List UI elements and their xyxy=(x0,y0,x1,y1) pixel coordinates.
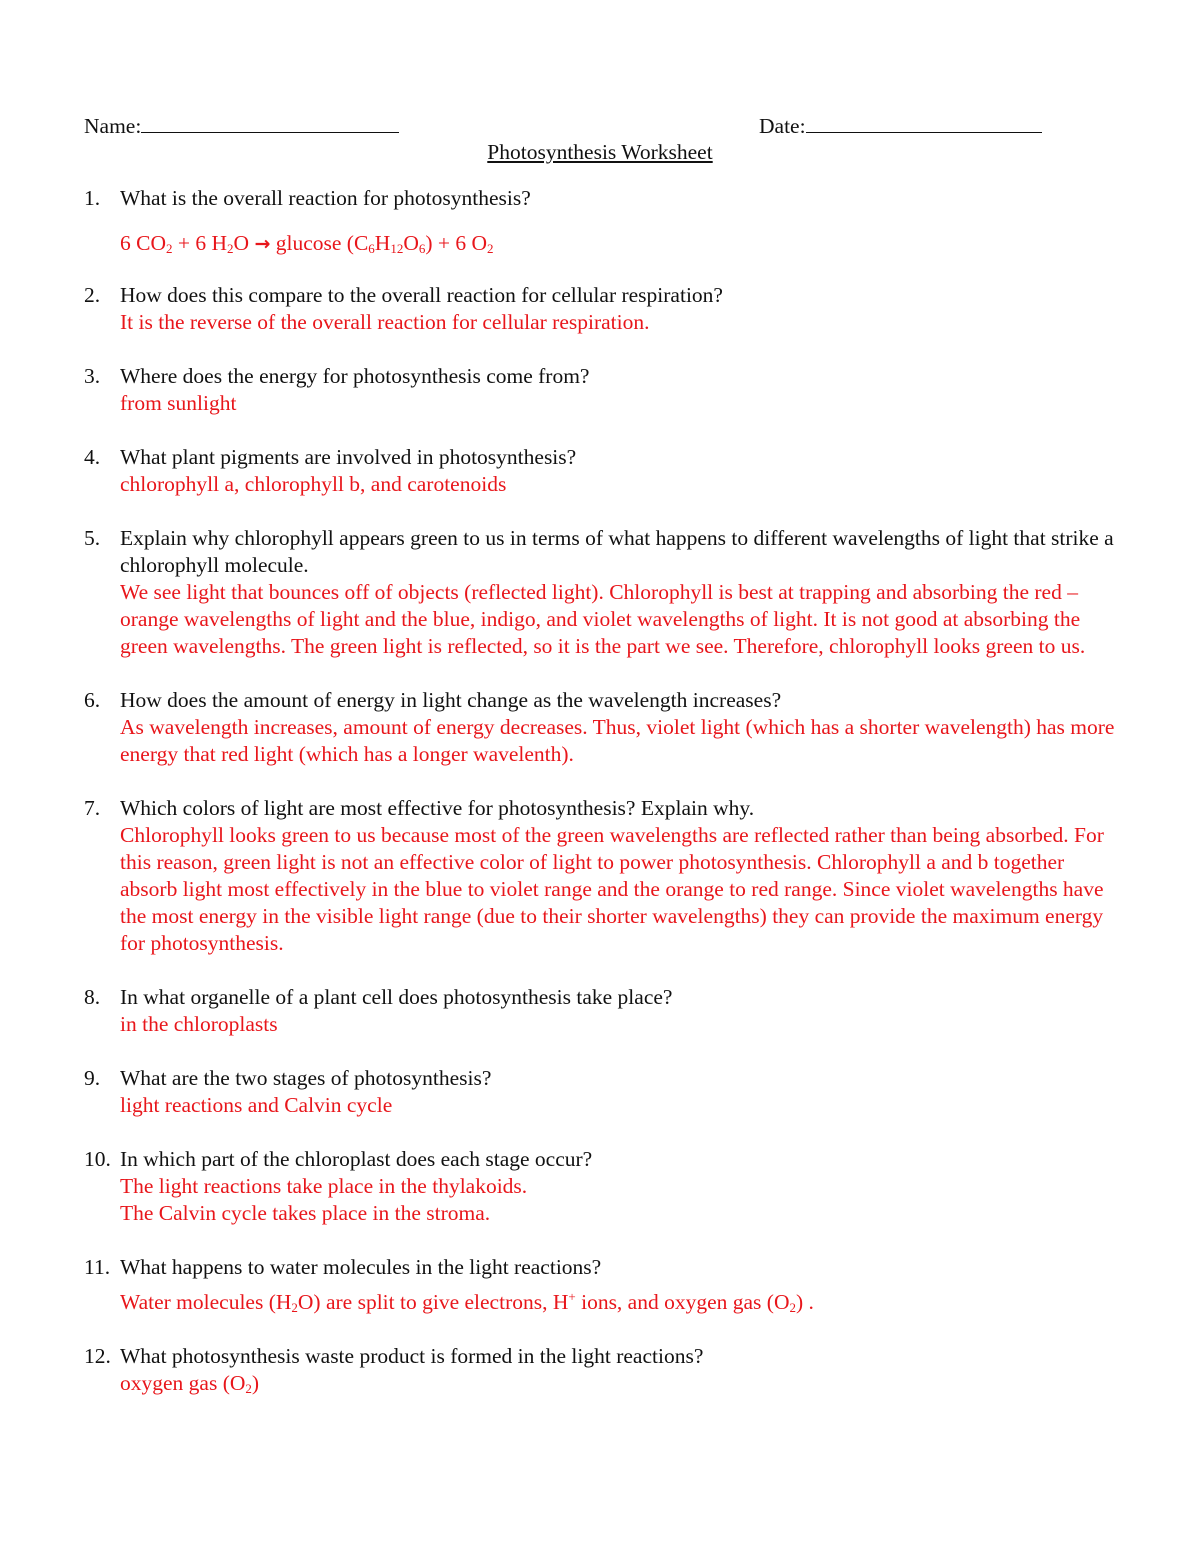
question-item-9 xyxy=(84,1065,1124,1119)
name-label: Name: xyxy=(84,114,142,138)
question-number: 7. xyxy=(84,796,101,820)
answer-text: We see light that bounces off of objects (reflected light). Chlorophyll is best at trapping and absorbing the red – orange wavelengths of light and the blue, indigo, and violet wavelengths of light. It is not good at absorbing the green wavelengths. The green light is reflected, so it is the part we see. Therefore, chlorophyll looks green to us. xyxy=(120,580,1086,658)
question-text: How does this compare to the overall reaction for cellular respiration? xyxy=(120,283,723,307)
question-text: How does the amount of energy in light change as the wavelength increases? xyxy=(120,688,782,712)
question-item-6 xyxy=(84,687,1124,768)
question-item-7 xyxy=(84,795,1124,957)
question-text: In what organelle of a plant cell does photosynthesis take place? xyxy=(120,985,673,1009)
arrow-icon: → xyxy=(254,233,271,255)
question-text: What are the two stages of photosynthesis? xyxy=(120,1066,492,1090)
answer-text: from sunlight xyxy=(120,391,237,415)
question-number: 4. xyxy=(84,445,101,469)
question-text: What plant pigments are involved in photosynthesis? xyxy=(120,445,577,469)
question-item-12 xyxy=(84,1343,1124,1397)
question-text: Explain why chlorophyll appears green to us in terms of what happens to different wavelengths of light that strike a chlorophyll molecule. xyxy=(120,526,1114,577)
question-number: 9. xyxy=(84,1066,101,1090)
question-number: 5. xyxy=(84,526,101,550)
question-number: 1. xyxy=(84,186,101,210)
question-item-8 xyxy=(84,984,1124,1038)
question-text: What photosynthesis waste product is formed in the light reactions? xyxy=(120,1344,704,1368)
question-item-1 xyxy=(84,185,1124,258)
question-item-3 xyxy=(84,363,1124,417)
question-text: Where does the energy for photosynthesis come from? xyxy=(120,364,590,388)
answer-text: in the chloroplasts xyxy=(120,1012,278,1036)
answer-text: Chlorophyll looks green to us because most of the green wavelengths are reflected rather than being absorbed. For this reason, green light is not an effective color of light to power photosynthesis. Chlorophyll a and b together absorb light most effectively in the blue to violet range and the orange to red range. Since violet wavelengths have the most energy in the visible light range (due to their shorter wavelengths) they can provide the maximum energy for photosynthesis. xyxy=(120,823,1104,955)
question-text: What is the overall reaction for photosynthesis? xyxy=(120,186,531,210)
question-number: 3. xyxy=(84,364,101,388)
question-number: 11. xyxy=(84,1255,111,1279)
date-field xyxy=(759,112,1042,140)
answer-text: light reactions and Calvin cycle xyxy=(120,1093,393,1117)
answer-text-line-1: The light reactions take place in the thylakoids. xyxy=(120,1174,528,1198)
name-field xyxy=(84,112,399,140)
answer-text-line-2: The Calvin cycle takes place in the stroma. xyxy=(120,1201,491,1225)
worksheet-title: Photosynthesis Worksheet xyxy=(487,140,713,164)
date-label: Date: xyxy=(759,114,806,138)
answer-text: Water molecules $(H_2O)$ are split to give electrons, H+ ions, and oxygen gas $(O_2)$ . xyxy=(120,1289,814,1315)
question-number: 8. xyxy=(84,985,101,1009)
question-list xyxy=(84,185,1124,1397)
question-item-5 xyxy=(84,525,1124,660)
question-item-10 xyxy=(84,1146,1124,1227)
answer-text: oxygen gas $(O_2)$ xyxy=(120,1371,260,1396)
answer-text: As wavelength increases, amount of energy decreases. Thus, violet light (which has a shorter wavelength) has more energy that red light (which has a longer wavelenth). xyxy=(120,715,1115,766)
question-item-4 xyxy=(84,444,1124,498)
date-blank-line[interactable] xyxy=(806,112,1042,133)
answer-equation: 6 $CO_2 + 6$ $H_2O \to glucose$ $(C_6H_{12}O_6) + 6$ $O_2$ xyxy=(120,231,494,256)
question-item-2 xyxy=(84,282,1124,336)
question-number: 6. xyxy=(84,688,101,712)
answer-text: It is the reverse of the overall reaction for cellular respiration. xyxy=(120,310,650,334)
answer-text: chlorophyll a, chlorophyll b, and carotenoids xyxy=(120,472,507,496)
question-text: In which part of the chloroplast does each stage occur? xyxy=(120,1147,593,1171)
question-text: What happens to water molecules in the light reactions? xyxy=(120,1255,602,1279)
name-blank-line[interactable] xyxy=(141,112,399,133)
header-row xyxy=(84,112,1084,142)
question-text: Which colors of light are most effective for photosynthesis? Explain why. xyxy=(120,796,755,820)
question-number: 10. xyxy=(84,1147,111,1171)
question-number: 12. xyxy=(84,1344,111,1368)
question-item-11 xyxy=(84,1254,1124,1316)
question-number: 2. xyxy=(84,283,101,307)
